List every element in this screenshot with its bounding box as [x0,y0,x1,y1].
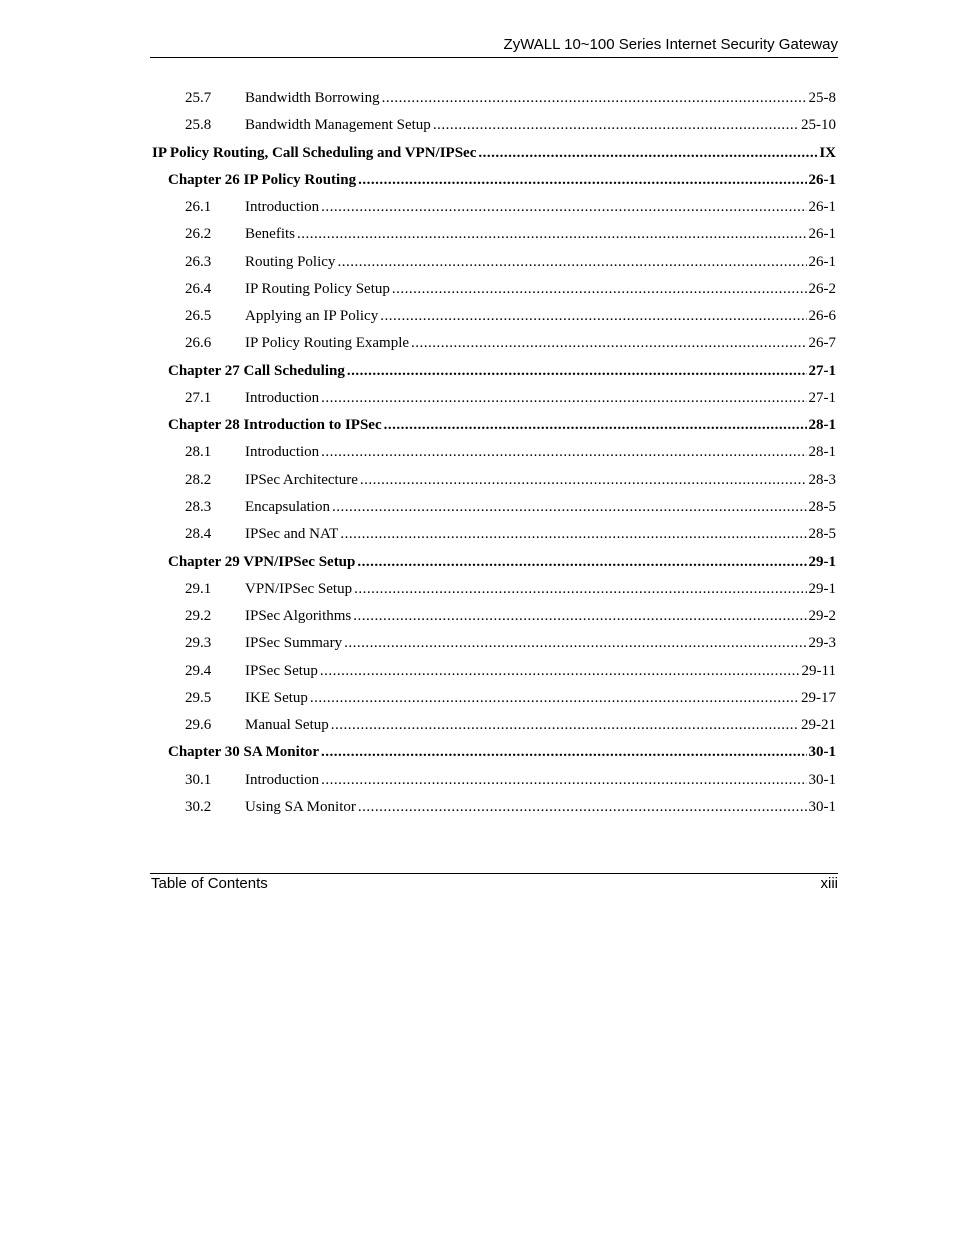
toc-entry-title: IPSec and NAT [245,526,339,543]
toc-entry-section[interactable] [150,112,836,139]
toc-entry-chapter[interactable] [150,739,836,766]
toc-page-number: 27-1 [808,362,836,379]
toc-entry-section[interactable] [150,521,836,548]
dot-leader [358,794,807,821]
table-of-contents [150,85,836,821]
toc-page-number: 26-7 [808,335,836,352]
footer-page-number: xiii [820,875,838,892]
dot-leader [411,330,806,357]
dot-leader [358,167,806,194]
toc-entry-title: Bandwidth Management Setup [245,117,431,134]
toc-entry-section[interactable] [150,603,836,630]
toc-entry-chapter[interactable] [150,167,836,194]
dot-leader [380,303,806,330]
toc-entry-title: Encapsulation [245,498,330,515]
dot-leader [310,685,799,712]
dot-leader [360,467,807,494]
toc-page-number: 29-3 [808,635,836,652]
toc-section-number: 29.5 [185,689,212,706]
toc-section-number: 29.2 [185,608,212,625]
toc-entry-title: Chapter 30 SA Monitor [168,744,319,761]
toc-page-number: 28-1 [808,444,836,461]
dot-leader [321,739,807,766]
toc-section-number: 29.4 [185,662,212,679]
toc-page-number: 27-1 [808,389,836,406]
toc-page-number: 29-1 [808,553,836,570]
toc-entry-title: Bandwidth Borrowing [245,90,380,106]
toc-page-number: 26-6 [808,308,836,325]
dot-leader [332,494,807,521]
toc-entry-section[interactable] [150,330,836,357]
toc-entry-title: IP Routing Policy Setup [245,280,390,297]
dot-leader [340,521,806,548]
toc-section-number: 26.3 [185,253,212,270]
toc-entry-chapter[interactable] [150,549,836,576]
toc-section-number: 28.3 [185,498,212,515]
toc-page-number: 29-1 [808,580,836,597]
toc-entry-part[interactable] [150,140,836,167]
footer-section-title: Table of Contents [151,875,268,892]
toc-entry-title: Chapter 26 IP Policy Routing [168,171,357,188]
toc-entry-section[interactable] [150,767,836,794]
toc-entry-section[interactable] [150,794,836,821]
header-rule [150,57,838,58]
toc-page-number: 26-1 [808,253,836,270]
toc-page-number: 25-8 [808,90,836,106]
toc-entry-section[interactable] [150,439,836,466]
toc-entry-title: Chapter 29 VPN/IPSec Setup [168,553,356,570]
toc-page-number: 28-5 [808,498,836,515]
toc-section-number: 29.6 [185,717,212,734]
toc-section-number: 30.1 [185,771,212,788]
toc-entry-title: Chapter 27 Call Scheduling [168,362,345,379]
toc-section-number: 26.5 [185,308,212,325]
toc-page-number: 26-2 [808,280,836,297]
toc-entry-section[interactable] [150,276,836,303]
toc-page-number: 26-1 [808,226,836,243]
dot-leader [354,576,806,603]
toc-section-number: 26.1 [185,199,212,216]
toc-entry-section[interactable] [150,685,836,712]
toc-entry-title: Introduction [245,444,320,461]
toc-entry-title: Routing Policy [245,253,336,270]
dot-leader [321,767,806,794]
toc-entry-title: Benefits [245,226,295,243]
toc-section-number: 26.2 [185,226,212,243]
toc-entry-title: Introduction [245,199,320,216]
toc-page-number: 30-1 [808,771,836,788]
toc-entry-section[interactable] [150,194,836,221]
toc-entry-title: VPN/IPSec Setup [245,580,353,597]
toc-entry-section[interactable] [150,249,836,276]
toc-page-number: 29-11 [801,662,836,679]
toc-page-number: 30-1 [808,744,836,761]
dot-leader [478,140,817,167]
toc-entry-title: IP Policy Routing, Call Scheduling and VPN/IPSec [152,144,477,161]
toc-entry-section[interactable] [150,303,836,330]
toc-entry-section[interactable] [150,85,836,112]
toc-entry-title: Manual Setup [245,717,329,734]
toc-page-number: 29-21 [801,717,836,734]
toc-entry-title: IPSec Architecture [245,471,358,488]
toc-entry-title: IKE Setup [245,689,308,706]
toc-entry-section[interactable] [150,467,836,494]
toc-page-number: 25-10 [801,117,836,134]
toc-page-number: 28-1 [808,417,836,434]
toc-section-number: 28.1 [185,444,212,461]
toc-section-number: 29.3 [185,635,212,652]
toc-page-number: 30-1 [808,798,836,815]
toc-entry-section[interactable] [150,658,836,685]
dot-leader [347,358,807,385]
dot-leader [392,276,807,303]
dot-leader [337,249,806,276]
toc-page-number: 29-2 [808,608,836,625]
dot-leader [382,85,807,112]
toc-entry-title: IPSec Setup [245,662,318,679]
toc-entry-chapter[interactable] [150,412,836,439]
toc-entry-title: IPSec Algorithms [245,608,352,625]
toc-section-number: 25.7 [185,90,212,106]
toc-section-number: 26.4 [185,280,212,297]
dot-leader [384,412,807,439]
toc-entry-title: Using SA Monitor [245,798,356,815]
toc-entry-section[interactable] [150,494,836,521]
toc-section-number: 25.8 [185,117,212,134]
dot-leader [321,439,806,466]
toc-entry-section[interactable] [150,221,836,248]
dot-leader [321,194,806,221]
toc-section-number: 29.1 [185,580,212,597]
dot-leader [297,221,807,248]
toc-entry-title: IPSec Summary [245,635,343,652]
toc-entry-section[interactable] [150,630,836,657]
toc-entry-title: Applying an IP Policy [245,308,379,325]
toc-page-number: 26-1 [808,171,836,188]
toc-entry-title: Chapter 28 Introduction to IPSec [168,417,382,434]
toc-entry-title: Introduction [245,771,320,788]
running-header: ZyWALL 10~100 Series Internet Security Gateway [503,36,838,53]
toc-page-number: IX [819,144,836,161]
toc-entry-section[interactable] [150,712,836,739]
toc-page-number: 28-3 [808,471,836,488]
footer-rule [150,873,838,874]
toc-section-number: 30.2 [185,798,212,815]
toc-entry-chapter[interactable] [150,358,836,385]
dot-leader [344,630,806,657]
toc-entry-title: Introduction [245,389,320,406]
toc-section-number: 26.6 [185,335,212,352]
dot-leader [320,658,800,685]
toc-entry-title: IP Policy Routing Example [245,335,410,352]
dot-leader [433,112,799,139]
toc-section-number: 27.1 [185,389,212,406]
toc-page-number: 29-17 [801,689,836,706]
dot-leader [321,385,806,412]
toc-entry-section[interactable] [150,576,836,603]
toc-section-number: 28.4 [185,526,212,543]
toc-page-number: 26-1 [808,199,836,216]
toc-page-number: 28-5 [808,526,836,543]
dot-leader [331,712,799,739]
dot-leader [357,549,806,576]
toc-section-number: 28.2 [185,471,212,488]
dot-leader [353,603,806,630]
toc-entry-section[interactable] [150,385,836,412]
